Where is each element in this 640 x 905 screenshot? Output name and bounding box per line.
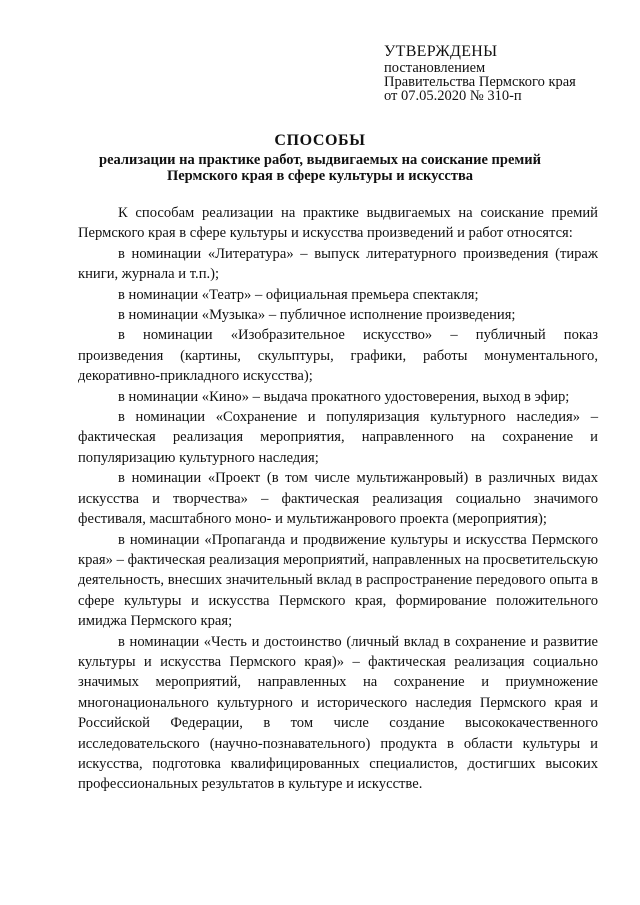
list-item-fine-art: в номинации «Изобразительное искусство» – публичный показ произведения (картины, скульптуры, графики, работы монументального, декоративно-прикладного искусства); bbox=[78, 327, 598, 385]
document-subtitle-line: реализации на практике работ, выдвигаемых на соискание премий bbox=[99, 152, 541, 168]
approval-stamp bbox=[384, 43, 576, 103]
list-item-cinema: в номинации «Кино» – выдача прокатного удостоверения, выход в эфир; bbox=[118, 388, 570, 405]
list-item-literature: в номинации «Литература» – выпуск литературного произведения (тираж книги, журнала и т.п.); bbox=[78, 245, 598, 283]
document-body bbox=[78, 203, 598, 795]
list-item-music: в номинации «Музыка» – публичное исполнение произведения; bbox=[118, 307, 516, 324]
approval-heading: УТВЕРЖДЕНЫ bbox=[384, 43, 498, 60]
list-item-theatre: в номинации «Театр» – официальная премьера спектакля; bbox=[118, 286, 479, 303]
intro-paragraph: К способам реализации на практике выдвигаемых на соискание премий Пермского края в сфере культуры и искусства произведений и работ относятся: bbox=[78, 205, 598, 242]
list-item-project: в номинации «Проект (в том числе мультижанровый) в различных видах искусства и творчества» – фактическая реализация социально значимого фестиваля, масштабного моно- и мультижанрового проекта (мероприятия); bbox=[78, 470, 598, 528]
document-subtitle-line: Пермского края в сфере культуры и искусства bbox=[166, 168, 474, 184]
approval-line: Правительства Пермского края bbox=[384, 74, 576, 90]
list-item-honor: в номинации «Честь и достоинство (личный вклад в сохранение и развитие культуры и искусства Пермского края)» – фактическая реализация социально значимых мероприятий, направленных на сохранение и приумножение многонационального культурного и исторического наследия Пермского края и Российской Федерации, в том числе создание высококачественного исследовательского (научно-познавательного) продукта в области культуры и искусства, подготовка квалифицированных специалистов, достигших высоких профессиональных результатов в культуре и искусстве. bbox=[78, 633, 598, 793]
approval-line: от 07.05.2020 № 310-п bbox=[384, 88, 522, 104]
list-item-promotion: в номинации «Пропаганда и продвижение культуры и искусства Пермского края» – фактическая реализация мероприятий, направленных на просветительскую деятельность, внесших значительный вклад в распространение передового опыта в сфере культуры и искусства Пермского края, формирование положительного имиджа Пермского края; bbox=[78, 531, 598, 630]
approval-line: постановлением bbox=[384, 60, 486, 76]
document-title: СПОСОБЫ bbox=[274, 132, 366, 149]
list-item-heritage: в номинации «Сохранение и популяризация культурного наследия» – фактическая реализация мероприятия, направленного на сохранение и популяризацию культурного наследия; bbox=[78, 409, 598, 466]
document-title-block bbox=[0, 130, 640, 184]
